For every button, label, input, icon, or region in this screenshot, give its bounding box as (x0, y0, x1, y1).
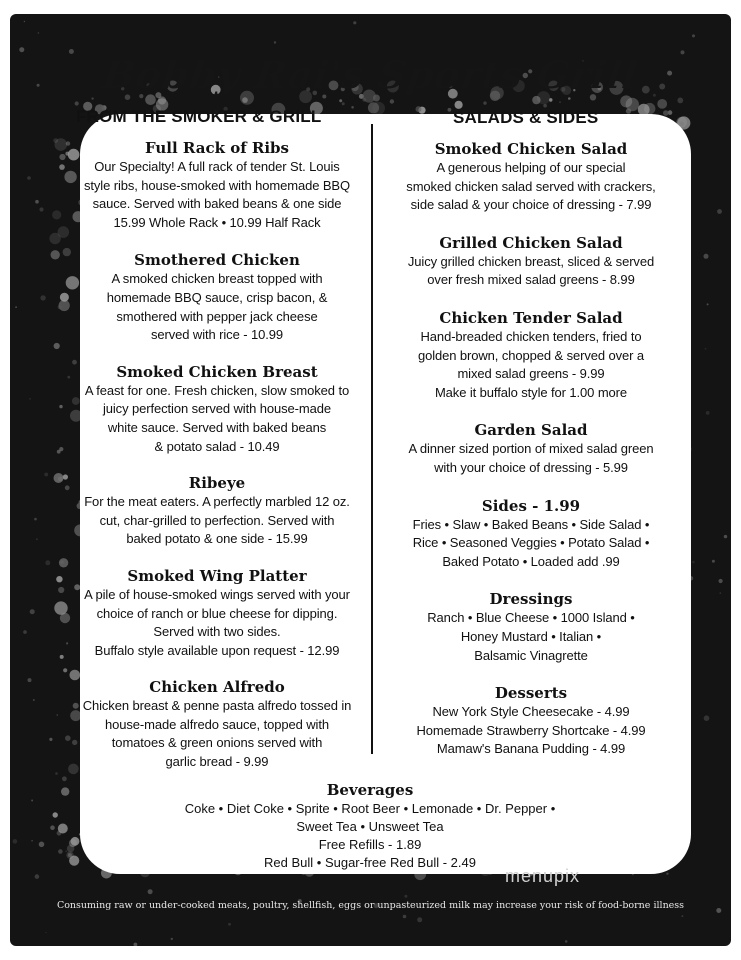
item-name: Ribeye (188, 474, 246, 493)
item-name: Smoked Chicken Salad (434, 140, 628, 158)
item-name: Chicken Alfredo (149, 678, 285, 697)
menu-item (62, 250, 372, 344)
menu-item (386, 420, 676, 477)
menu-item (386, 496, 676, 572)
item-name: Smoked Chicken Breast (116, 362, 318, 381)
menu-item (62, 473, 372, 549)
item-description: Our Specialty! A full rack of tender St. Louis style ribs, house-smoked with homemade BBQ sauce. Served with baked beans & one side 15.99 Whole Rack • 10.99 Half Rack (83, 159, 351, 230)
food-safety-disclaimer: Consuming raw or under-cooked meats, poultry, shellfish, eggs or unpasteurized milk may increase your risk of food-borne illness (56, 900, 685, 911)
beverages-title: Beverages (326, 781, 414, 799)
menu-item (62, 362, 372, 456)
item-description: A smoked chicken breast topped with homemade BBQ sauce, crisp bacon, & smothered with pepper jack cheese served with rice - 10.99 (106, 271, 328, 343)
item-name: Smoked Wing Platter (127, 566, 307, 585)
menu-item (62, 138, 372, 232)
item-name: Dressings (489, 590, 573, 609)
right-column-heading: SALADS & SIDES (453, 108, 599, 127)
item-name: Desserts (494, 684, 568, 703)
item-description: A dinner sized portion of mixed salad green with your choice of dressing - 5.99 (408, 441, 654, 475)
item-name: Full Rack of Ribs (145, 139, 289, 157)
item-description: Juicy grilled chicken breast, sliced & served over fresh mixed salad greens - 8.99 (407, 253, 655, 288)
item-description: For the meat eaters. A perfectly marbled 12 oz. cut, char-grilled to perfection. Served with baked potato & one side - 15.99 (84, 494, 350, 547)
item-name: Smothered Chicken (134, 251, 300, 270)
item-description: Hand-breaded chicken tenders, fried to golden brown, chopped & served over a mixed salad greens - 9.99 Make it buffalo style for 1.00 more (417, 328, 645, 400)
item-description: Fries • Slaw • Baked Beans • Side Salad • Rice • Seasoned Veggies • Potato Salad • Baked Potato • Loaded add .99 (412, 516, 650, 569)
item-name: Chicken Tender Salad (439, 308, 623, 327)
menu-item (62, 566, 372, 660)
menu-item (386, 308, 676, 402)
smoker-grill-column (62, 138, 372, 772)
item-name: Grilled Chicken Salad (439, 233, 623, 252)
item-name: Sides - 1.99 (481, 496, 581, 515)
menu-item (386, 589, 676, 665)
salads-sides-column (386, 139, 676, 759)
item-description: Chicken breast & penne pasta alfredo tossed in house-made alfredo sauce, topped with tomatoes & green onions served with garlic bread - 9.99 (82, 698, 352, 770)
item-name: Garden Salad (474, 421, 588, 440)
menu-item (386, 683, 676, 759)
menu-item (386, 139, 676, 215)
beverages-list: Coke • Diet Coke • Sprite • Root Beer • Lemonade • Dr. Pepper • Sweet Tea • Unsweet Tea Free Refills - 1.89 Red Bull • Sugar-free Red Bull - 2.49 (184, 801, 556, 870)
item-description: New York Style Cheesecake - 4.99 Homemade Strawberry Shortcake - 4.99 Mamaw's Banana Pudding - 4.99 (416, 704, 646, 757)
menu-item (62, 677, 372, 771)
item-description: A pile of house-smoked wings served with your choice of ranch or blue cheese for dipping. Served with two sides. Buffalo style available upon request - 12.99 (84, 586, 350, 658)
restaurant-title: Bobby Rai's Sports Grill (99, 52, 642, 97)
item-description: A feast for one. Fresh chicken, slow smoked to juicy perfection served with house-made white sauce. Served with baked beans & potato salad - 10.49 (84, 382, 350, 454)
beverages-section (120, 780, 620, 872)
item-description: A generous helping of our special smoked chicken salad served with crackers, side salad & your choice of dressing - 7.99 (406, 160, 656, 213)
watermark-text: menupix (505, 866, 581, 886)
menu-item (386, 233, 676, 290)
left-column-heading: FROM THE SMOKER & GRILL (76, 107, 322, 126)
item-description: Ranch • Blue Cheese • 1000 Island • Honey Mustard • Italian • Balsamic Vinagrette (427, 610, 635, 663)
